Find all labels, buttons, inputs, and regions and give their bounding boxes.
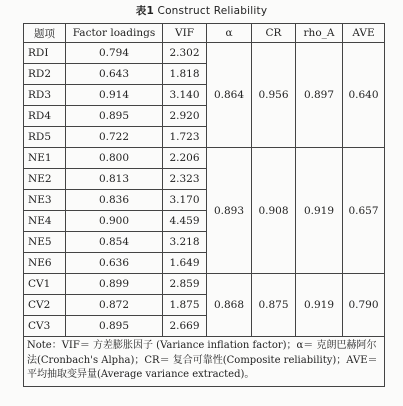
item-cell: RD3 — [24, 85, 66, 106]
loading-cell: 0.643 — [66, 64, 163, 85]
vif-cell: 1.649 — [163, 253, 207, 274]
loading-cell: 0.900 — [66, 211, 163, 232]
loading-cell: 0.895 — [66, 106, 163, 127]
vif-cell: 3.218 — [163, 232, 207, 253]
item-cell: NE6 — [24, 253, 66, 274]
item-cell: CV2 — [24, 295, 66, 316]
vif-cell: 1.875 — [163, 295, 207, 316]
note-row — [24, 337, 385, 387]
loading-cell: 0.813 — [66, 169, 163, 190]
vif-cell: 2.302 — [163, 43, 207, 64]
item-cell: NE5 — [24, 232, 66, 253]
loading-cell: 0.836 — [66, 190, 163, 211]
header-alpha: α — [207, 24, 252, 43]
item-cell: CV3 — [24, 316, 66, 337]
item-cell: NE2 — [24, 169, 66, 190]
loading-cell: 0.899 — [66, 274, 163, 295]
loading-cell: 0.914 — [66, 85, 163, 106]
table-row — [24, 43, 385, 64]
cr-cell: 0.908 — [252, 148, 296, 274]
vif-cell: 2.920 — [163, 106, 207, 127]
header-row — [24, 24, 385, 43]
table-row — [24, 148, 385, 169]
header-cr: CR — [252, 24, 296, 43]
loading-cell: 0.636 — [66, 253, 163, 274]
vif-cell: 2.859 — [163, 274, 207, 295]
vif-cell: 4.459 — [163, 211, 207, 232]
vif-cell: 1.723 — [163, 127, 207, 148]
vif-cell: 3.170 — [163, 190, 207, 211]
rho-cell: 0.897 — [296, 43, 343, 148]
rho-cell: 0.919 — [296, 148, 343, 274]
vif-cell: 2.206 — [163, 148, 207, 169]
ave-cell: 0.657 — [343, 148, 385, 274]
table-caption-label: 表1 — [135, 5, 154, 17]
ave-cell: 0.790 — [343, 274, 385, 337]
header-loading: Factor loadings — [66, 24, 163, 43]
reliability-table — [23, 23, 385, 387]
loading-cell: 0.854 — [66, 232, 163, 253]
ave-cell: 0.640 — [343, 43, 385, 148]
vif-cell: 1.818 — [163, 64, 207, 85]
vif-cell: 2.669 — [163, 316, 207, 337]
cr-cell: 0.956 — [252, 43, 296, 148]
alpha-cell: 0.893 — [207, 148, 252, 274]
table-row — [24, 274, 385, 295]
item-cell: NE4 — [24, 211, 66, 232]
loading-cell: 0.895 — [66, 316, 163, 337]
header-ave: AVE — [343, 24, 385, 43]
alpha-cell: 0.868 — [207, 274, 252, 337]
item-cell: CV1 — [24, 274, 66, 295]
item-cell: NE3 — [24, 190, 66, 211]
vif-cell: 3.140 — [163, 85, 207, 106]
header-vif: VIF — [163, 24, 207, 43]
item-cell: NE1 — [24, 148, 66, 169]
item-cell: RD5 — [24, 127, 66, 148]
item-cell: RDI — [24, 43, 66, 64]
cr-cell: 0.875 — [252, 274, 296, 337]
loading-cell: 0.872 — [66, 295, 163, 316]
loading-cell: 0.800 — [66, 148, 163, 169]
table-caption-text: Construct Reliability — [157, 5, 268, 17]
table-caption — [0, 3, 403, 18]
item-cell: RD4 — [24, 106, 66, 127]
header-item: 题项 — [24, 24, 66, 43]
rho-cell: 0.919 — [296, 274, 343, 337]
alpha-cell: 0.864 — [207, 43, 252, 148]
loading-cell: 0.794 — [66, 43, 163, 64]
header-rho: rho_A — [296, 24, 343, 43]
vif-cell: 2.323 — [163, 169, 207, 190]
item-cell: RD2 — [24, 64, 66, 85]
table-note: Note：VIF＝ 方差膨胀因子 (Variance inflation factor)；α＝ 克朗巴赫阿尔法(Cronbach's Alpha)；CR＝ 复合可靠性(Composite reliability)；AVE＝ 平均抽取变异量(Average variance extracted)。 — [24, 337, 385, 387]
loading-cell: 0.722 — [66, 127, 163, 148]
